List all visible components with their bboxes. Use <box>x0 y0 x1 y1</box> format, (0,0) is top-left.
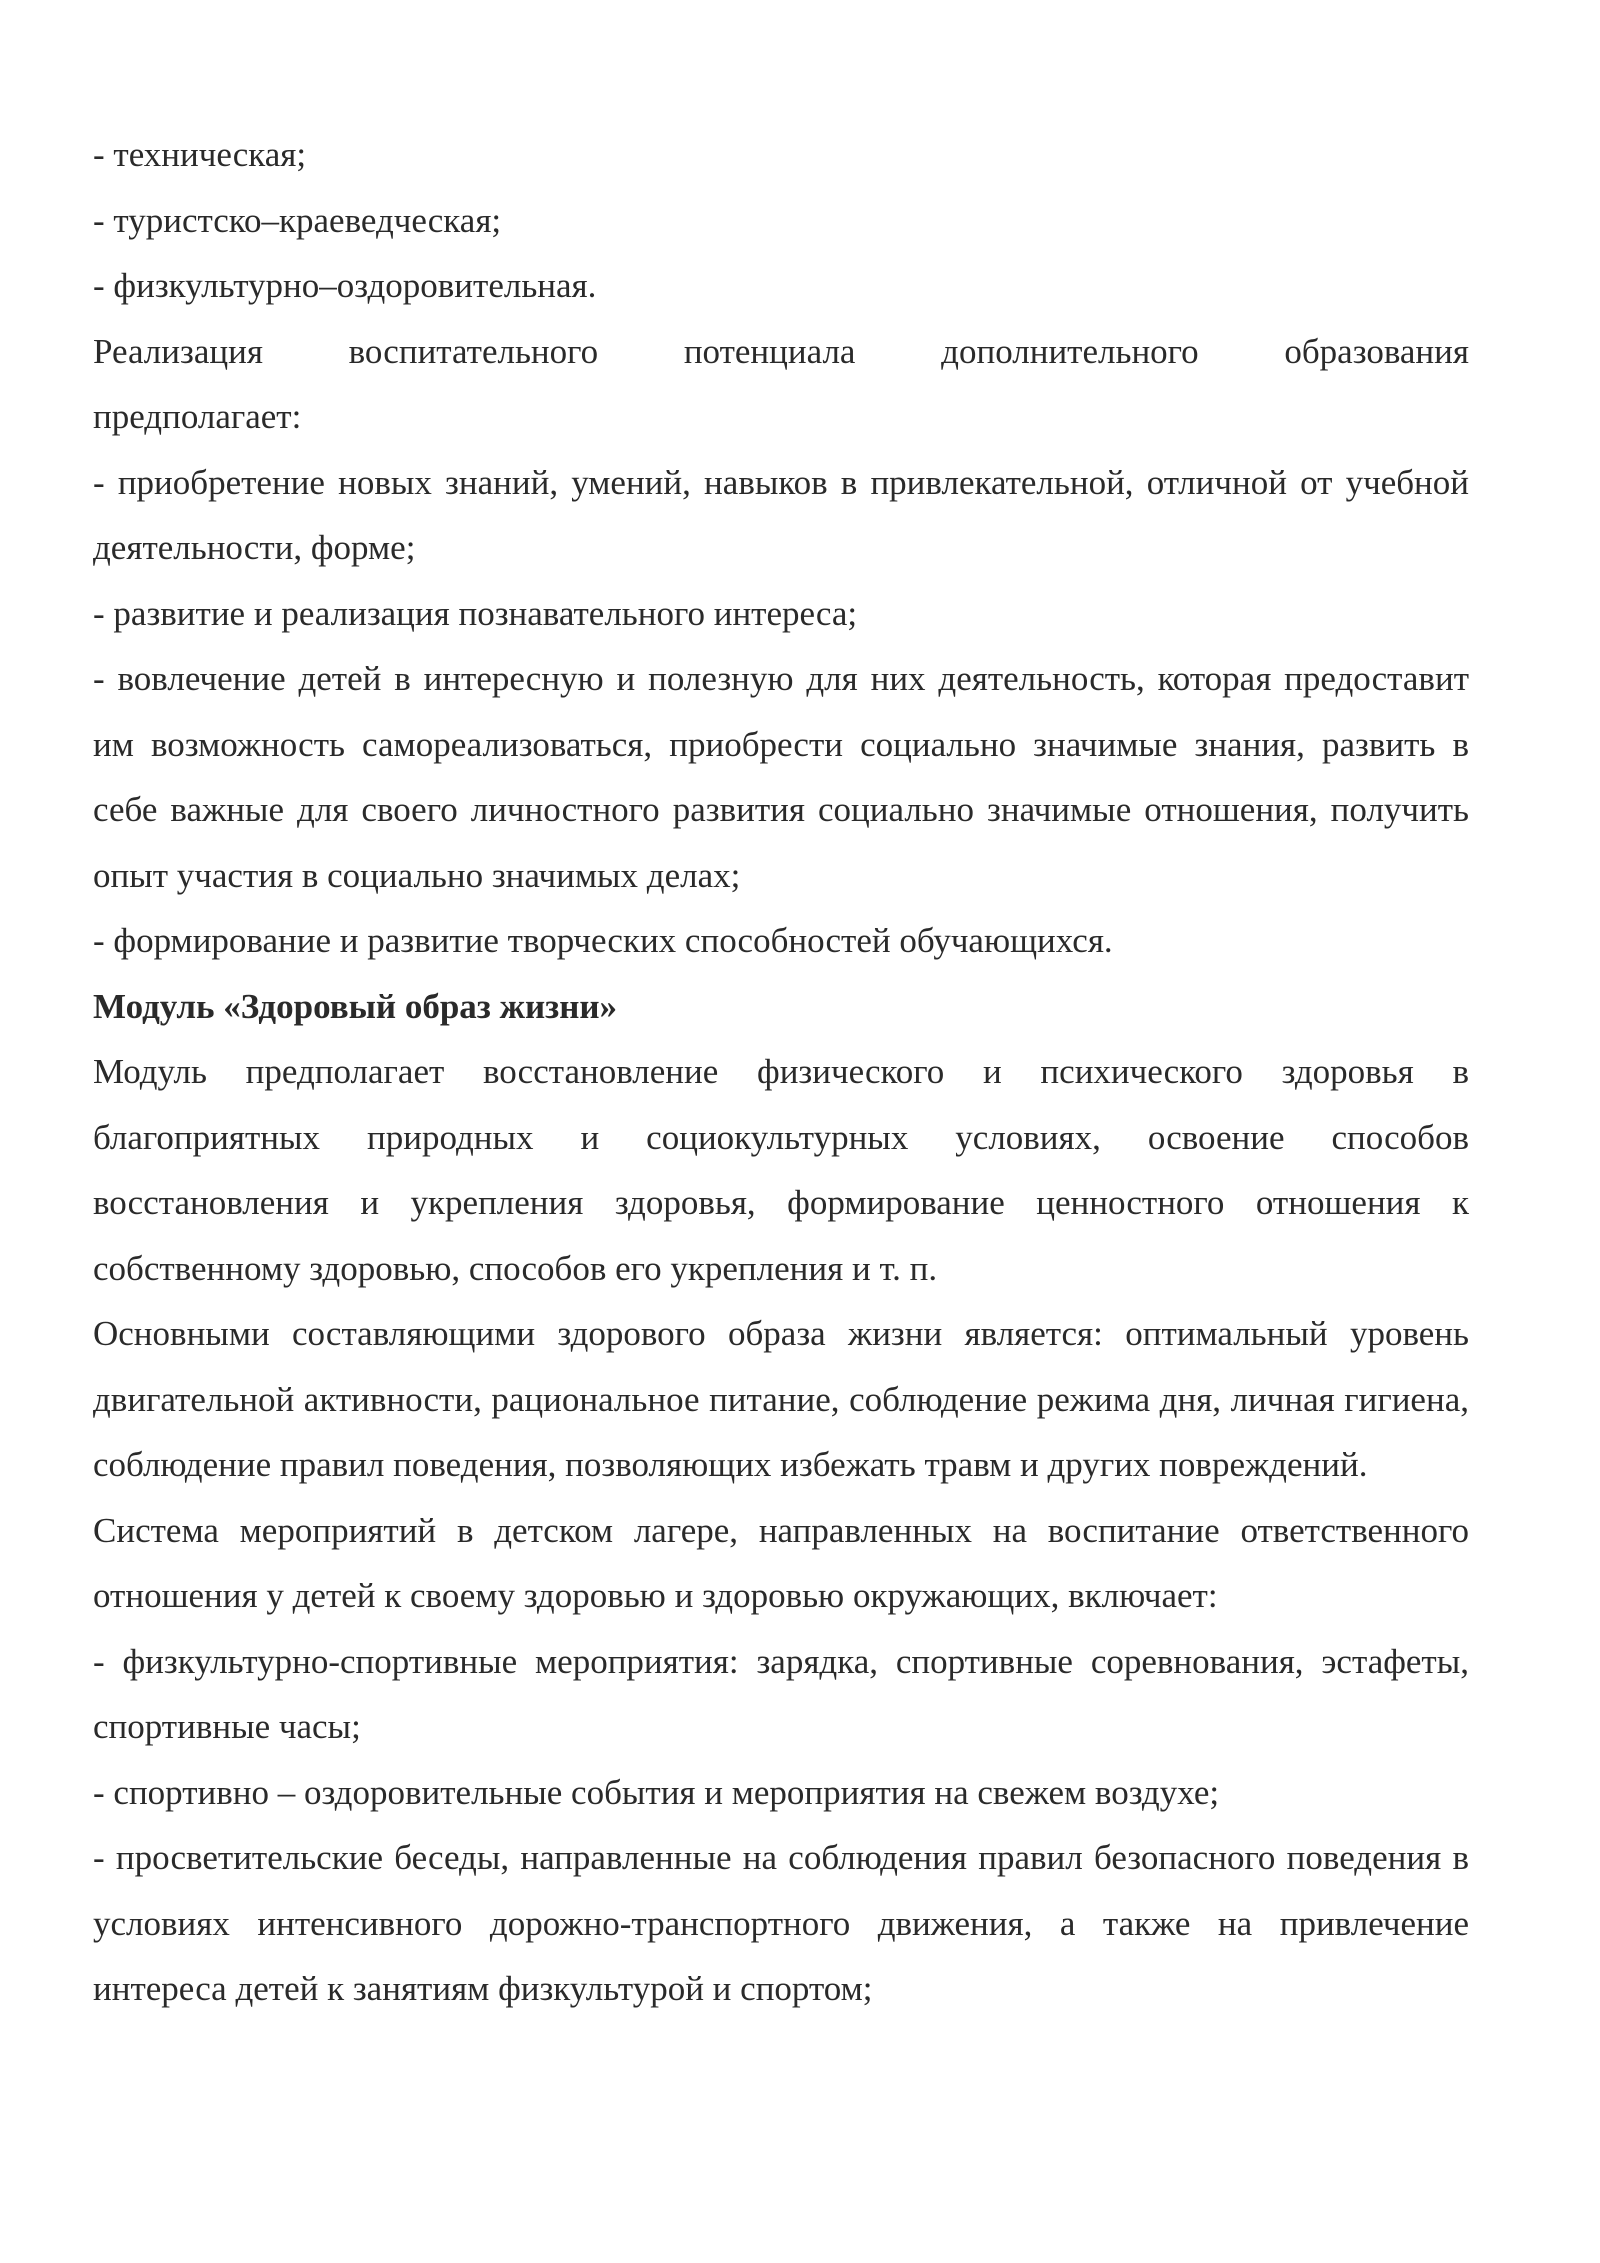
module-description: Модуль предполагает восстановление физического и психического здоровья в благоприятных природных и социокультурных условиях, освоение способов восстановления и укрепления здоровья, формирование ценностного отношения к собственному здоровью, способов его укрепления и т. п. <box>93 1052 1469 1288</box>
system-item-sport-events: - физкультурно-спортивные мероприятия: зарядка, спортивные соревнования, эстафеты, спортивные часы; <box>93 1641 1469 1746</box>
realization-item-knowledge: - приобретение новых знаний, умений, навыков в привлекательной, отличной от учебной деятельности, форме; <box>93 462 1469 567</box>
system-intro: Система мероприятий в детском лагере, направленных на воспитание ответственного отношения у детей к своему здоровью и здоровью окружающих, включает: <box>93 1510 1469 1615</box>
system-item-outdoor-events: - спортивно – оздоровительные события и мероприятия на свежем воздухе; <box>93 1772 1220 1812</box>
list-item-tourism: - туристско–краеведческая; <box>93 200 502 240</box>
realization-item-interest: - развитие и реализация познавательного интереса; <box>93 593 858 633</box>
realization-item-creativity: - формирование и развитие творческих способностей обучающихся. <box>93 921 1113 960</box>
list-item-sport-health: - физкультурно–оздоровительная. <box>93 266 597 305</box>
realization-intro-line2: предполагает: <box>93 397 302 436</box>
system-item-education-talks: - просветительские беседы, направленные на соблюдения правил безопасного поведения в условиях интенсивного дорожно-транспортного движения, а также на привлечение интереса детей к занятиям физкультурой и спортом; <box>93 1838 1469 2008</box>
list-item-technical: - техническая; <box>93 135 307 174</box>
realization-intro-line1: Реализация воспитательного потенциала дополнительного образования <box>93 331 1469 371</box>
module-heading: Модуль «Здоровый образ жизни» <box>93 986 618 1026</box>
realization-item-involvement: - вовлечение детей в интересную и полезную для них деятельность, которая предоставит им возможность самореализоваться, приобрести социально значимые знания, развить в себе важные для своего личностного развития социально значимые отношения, получить опыт участия в социально значимых делах; <box>93 659 1469 895</box>
document-body <box>93 122 1469 2022</box>
healthy-lifestyle-components: Основными составляющими здорового образа жизни является: оптимальный уровень двигательной активности, рациональное питание, соблюдение режима дня, личная гигиена, соблюдение правил поведения, позволяющих избежать травм и других повреждений. <box>93 1314 1469 1484</box>
